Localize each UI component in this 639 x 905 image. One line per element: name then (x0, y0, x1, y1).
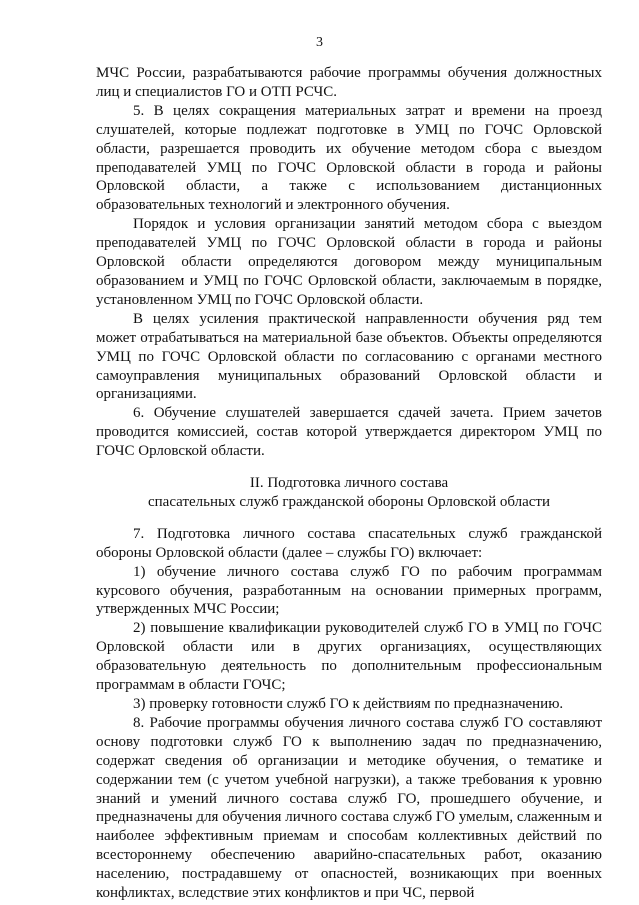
page-number: 3 (316, 35, 323, 50)
list-item-1: 1) обучение личного состава служб ГО по рабочим программам курсового обучения, разработанным на основании примерных программ, утвержденных МЧС России; (96, 563, 602, 618)
paragraph-item-5: 5. В целях сокращения материальных затрат и времени на проезд слушателей, которые подлежат подготовке в УМЦ по ГОЧС Орловской области, разрешается проводить их обучение методом сбора с выездом преподавателей УМЦ по ГОЧС Орловской области в города и районы Орловской области, а также с использованием дистанционных образовательных технологий и электронного обучения. (96, 102, 602, 214)
section-heading (96, 474, 602, 512)
section-heading-line-2: спасательных служб гражданской обороны Орловской области (148, 493, 550, 510)
section-heading-line-1: II. Подготовка личного состава (249, 475, 449, 492)
list-item-3: 3) проверку готовности служб ГО к действиям по предназначению. (133, 696, 564, 712)
paragraph-continuation: МЧС России, разрабатываются рабочие программы обучения должностных лиц и специалистов ГО и ОТП РСЧС. (96, 65, 602, 100)
paragraph-item-7: 7. Подготовка личного состава спасательных служб гражданской обороны Орловской области (далее – службы ГО) включает: (96, 525, 602, 561)
list-item-2: 2) повышение квалификации руководителей служб ГО в УМЦ по ГОЧС Орловской области или в других организациях, осуществляющих образовательную деятельность по дополнительным профессиональным программам в области ГОЧС; (96, 620, 602, 694)
paragraph-procedure: Порядок и условия организации занятий методом сбора с выездом преподавателей УМЦ по ГОЧС Орловской области в города и районы Орловской области определяются договором между муниципальным образованием и УМЦ по ГОЧС Орловской области, заключаемым в порядке, установленном УМЦ по ГОЧС Орловской области. (96, 216, 602, 308)
paragraph-item-6: 6. Обучение слушателей завершается сдачей зачета. Прием зачетов проводится комиссией, состав которой утверждается директором УМЦ по ГОЧС Орловской области. (96, 405, 602, 460)
paragraph-practical-focus: В целях усиления практической направленности обучения ряд тем может отрабатываться на материальной базе объектов. Объекты определяются УМЦ по ГОЧС Орловской области по согласованию с органами местного самоуправления муниципальных образований Орловской области и организациями. (96, 310, 602, 403)
paragraph-item-8: 8. Рабочие программы обучения личного состава служб ГО составляют основу подготовки служб ГО к выполнению задач по предназначению, содержат сведения об организации и методике обучения, о тематике и содержании тем (с учетом учебной нагрузки), а также требования к уровню знаний и умений личного состава служб ГО, прошедшего обучение, и предназначены для обучения личного состава служб ГО умелым, слаженным и наиболее эффективным приемам и способам коллективных действий по всестороннему обеспечению аварийно-спасательных работ, оказанию населению, пострадавшему от опасностей, возникающих при военных конфликтах, вследствие этих конфликтов и при ЧС, первой (96, 714, 602, 902)
document-body (96, 64, 602, 903)
